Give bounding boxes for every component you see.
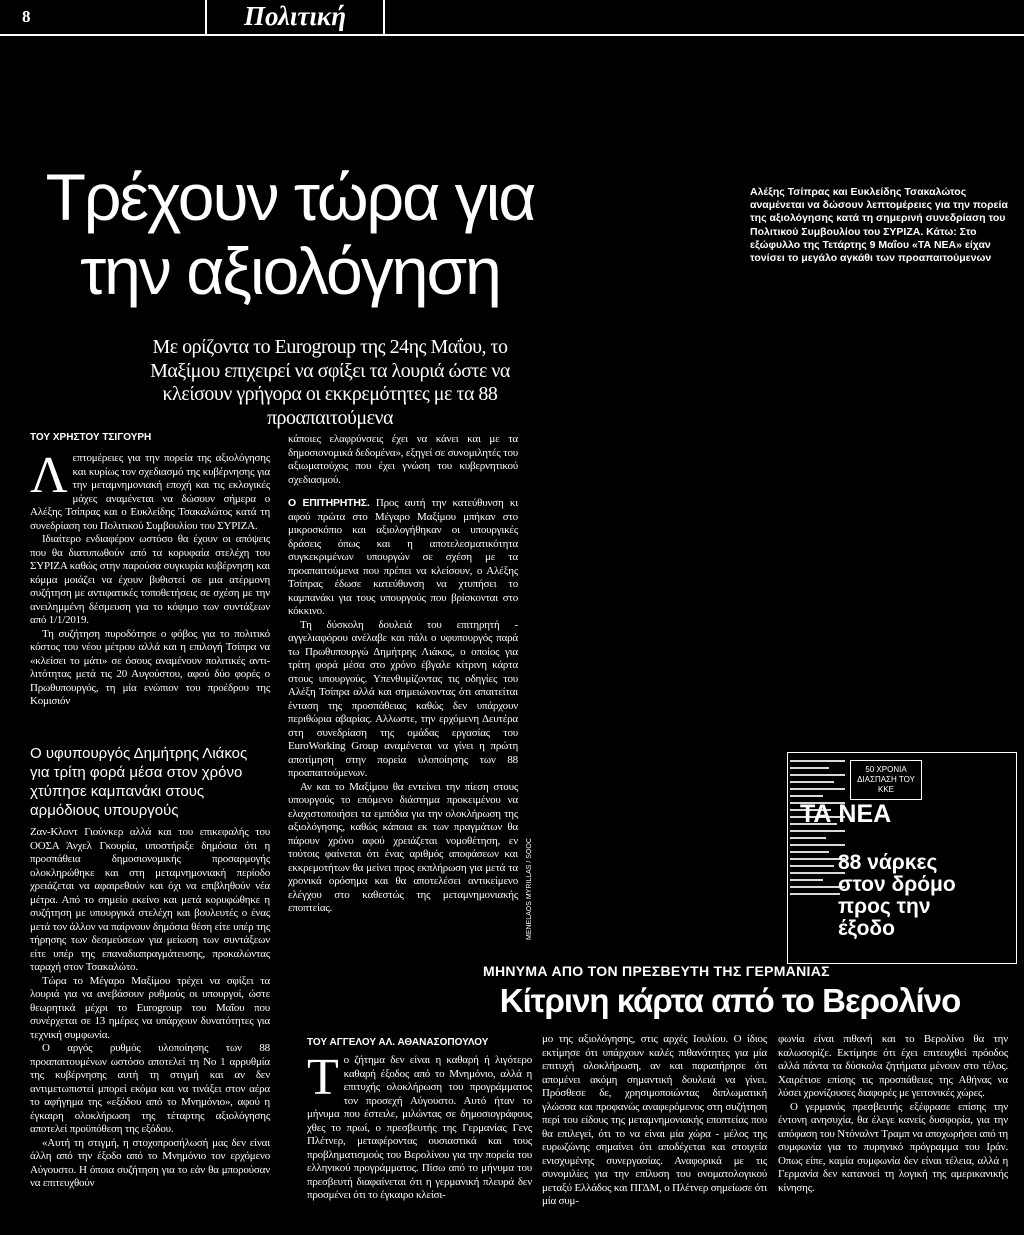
paragraph: Ο αργός ρυθμός υλοποίησης των 88 προαπαιτουμένων ωστόσο αποτελεί τη Νο 1 αρρυθμία της κυβέρνησης αυτή τη στιγμή και αν δεν αντιμετωπιστεί μπορεί εκόμα και να τινάξει στον αέρα το αφήγημα της «εξόδου από το Μνημόνιο», αφού η έγκαιρη ολοκλήρωση της τέταρτης αξιολόγησης αποτελεί προϋπόθεση της εξόδου. [30,1042,270,1135]
paragraph: Ζαν-Κλοντ Γιούνκερ αλλά και του επικεφαλής του ΟΟΣΑ Άνχελ Γκουρία, υποστήριξε δημόσια ότι η προσπάθεια δημοσιονομικής προσαρμογής ολοκληρώθηκε και στη μεταμνημονιακή περίοδο χρειάζεται να αφαιρεθούν και όχι να επιβληθούν νέα μέτρα. Από το σημείο εκείνο και μετά κορυφώθηκε η συζήτηση με υπουργικά στελέχη και βουλευτές ο ένας μετά τον άλλον να παίρνουν δημόσια θέση είτε υπέρ της τήρησης των δεσμεύσεων για μείωση των συντάξεων είτε υπέρ της επαναδιαπραγμάτευσης, προκαλώντας ταραχή στον Τσακαλώτο. [30,826,270,973]
photo-credit: MENELAOS MYRILLAS / SOOC [526,838,533,940]
main-headline: Τρέχουν τώρα για την αξιολόγηση [45,160,535,308]
subheadline: Με ορίζοντα το Eurogroup της 24ης Μαΐου, το Μαξίμου επιχειρεί να σφίξει τα λουριά ώστε να κλείσουν γρήγορα οι εκκρεμότητες με τα 88 προαπαιτούμενα [150,336,510,429]
article-column-1-continued [30,826,270,1191]
newspaper-column-lines [790,760,845,945]
page-header-bar [0,0,1024,36]
newspaper-cover-headline: 88 νάρκες στον δρόμο προς την έξοδο [838,851,956,940]
paragraph: «Αυτή τη στιγμή, η στοχοπροσήλωσή μας δεν είναι άλλη από την έξοδο από το Μνημόνιο τον ερχόμενο Αύγουστο. Η όποια συζήτηση για το εάν θα μπορούσαν να επιτευχθούν [30,1136,270,1189]
paragraph: φωνία είναι πιθανή και το Βερολίνο θα την καλωσορίζε. Εκτίμησε ότι έχει επιτευχθεί πρόοδος αλλά πάντα τα δύσκολα ζητήματα μένουν στο τέλος. Χαιρέτισε επίσης τις προσπάθειες της Αθήνας να λύσει χρονίζουσες διαφορές με γειτονικές χώρες. [778,1033,1008,1099]
paragraph: Προς αυτή την κατεύθυνση κι αφού πρώτα στο Μέγαρο Μαξίμου μπήκαν στο μικροσκόπιο και αξιολογήθηκαν οι υπουργικές δράσεις όπως και η αποτελεσματικότητα συγκεκριμένων υπουργών σε σχέση με τα προαπαιτούμενα που πρέπει να κλείσουν, ο Αλέξης Τσίπρας έδωσε κατεύθυνση να χτυπήσει το καμπανάκι για τους υπουργούς που βρίσκονται στο κόκκινο. [288,497,518,617]
paragraph: Ο γερμανός πρεσβευτής εξέφρασε επίσης την έντονη ανησυχία, θα έλεγε κανείς δυσφορία, για την απόφαση του Ντόναλντ Τραμπ να αποχωρήσει από τη συμφωνία για το πυρηνικό πρόγραμμα του Ιράν. Οπως είπε, καμία συμφωνία δεν είναι τέλεια, αλλά η Γερμανία δεν κατανοεί τη λογική της αμερικανικής κίνησης. [778,1100,1008,1194]
paragraph: Αν και το Μαξίμου θα εντείνει την πίεση στους υπουργούς το επόμενο διάστημα προκειμένου να ελαχιστοποιήσει τα εμπόδια για την ολοκλήρωση της αξιολόγησης, καθώς κάποια εκ των πραγμάτων θα πάρουν χρόνο αφού χρειάζεται νομοθέτηση, εν τούτοις φαίνεται ότι ένας αριθμός αποφάσεων και εκκρεμοτήτων θα μείνει προς εκπλήρωση για μετά τα χρονικά ορόσημα και θα αποτελέσει αντικείμενο ελέγχου στο καθεστώς της μεταμνημονιακής εποπτείας. [288,780,518,914]
newspaper-cover-box: 50 ΧΡΟΝΙΑ ΔΙΑΣΠΑΣΗ ΤΟΥ ΚΚΕ [850,760,922,800]
paragraph: Τώρα το Μέγαρο Μαξίμου τρέχει να σφίξει τα λουριά για να ανεβάσουν ρυθμούς οι υπουργοί, ώστε θεωρητικά μέχρι το Eurogroup του Μαΐου που συνέρχεται σε 13 ημέρες να υπάρχουν δυνατότητες για τεχνική συμφωνία. [30,974,270,1041]
paragraph: μο της αξιολόγησης, στις αρχές Ιουλίου. Ο ίδιος εκτίμησε ότι υπάρχουν καλές πιθανότητες για μία επιτυχή ολοκλήρωση, αν και παραπήρησε ότι απομένει ακόμη σημαντική δουλειά να γίνει. Πρόσθεσε δε, χρησιμοποιώντας διπλωματική γλώσσα και προφανώς αναφερόμενος στη συζήτηση περί του είδους της μεταμνημονιακής εποπτείας που θα επιλεγεί, ότι το να είναι μία χώρα - μέλος της ευρωζώνης σημαίνει ότι αποδέχεται και στοιχεία ενισχυμένης συνεργασίας. Αναφορικά με τις συνομιλίες για την επίλυση του ονοματολογικού μεταξύ Ελλάδος και ΠΓΔΜ, ο Πλέτνερ σημείωσε ότι μία συμ- [542,1033,767,1207]
article-column-2 [288,433,518,916]
paragraph: Τη δύσκολη δουλειά του επιτηρητή - αγγελιαφόρου ανέλαβε και πάλι ο υφυπουργός παρά τω Πρωθυπουργώ Δημήτρης Λιάκος, ο οποίος για τρίτη φορά μέσα στο χρόνο έβγαλε κίτρινη κάρτα στους υπουργούς. Υπενθυμίζοντας τις οδηγίες του Αλέξη Τσίπρα αλλά και σημειώνοντας ότι απαιτείται ένταση της προσπάθειας καθώς δεν υπάρχουν περιθώρια αβαρίας. Αλλωστε, την ερχόμενη Δευτέρα στη συνεδρίαση της ομάδας εργασίας του EuroWorking Group αναμένεται να γίνει η πρώτη αποτίμηση στην πορεία υλοποίησης των 88 προαπαιτούμενων. [288,618,518,779]
subhead-kicker: Ο ΕΠΙΤΗΡΗΤΗΣ. [288,497,370,509]
drop-cap: Λ [30,447,68,504]
pull-quote: Ο υφυπουργός Δημήτρης Λιάκος για τρίτη φορά μέσα στον χρόνο χτύπησε καμπανάκι στους αρμόδιους υπουργούς [30,745,248,819]
paragraph: κάποιες ελαφρύνσεις έχει να κάνει και με τα δημοσιονομικά δεδομένα», εξηγεί σε συνομιλητές του αξιωματούχος που έχει γνώση του κυβερνητικού σχεδιασμού. [288,433,518,486]
second-article-column-1 [307,1049,532,1203]
byline: ΤΟΥ ΧΡΗΣΤΟΥ ΤΣΙΓΟΥΡΗ [30,432,152,443]
photo-caption: Αλέξης Τσίπρας και Ευκλείδης Τσακαλώτος αναμένεται να δώσουν λεπτομέρειες για την πορεία της αξιολόγησης κατά τη σημερινή συνεδρίαση του Πολιτικού Συμβουλίου του ΣΥΡΙΖΑ. Κάτω: Στο εξώφυλλο της Τετάρτης 9 Μαΐου «ΤΑ ΝΕΑ» είχαν τονίσει το μεγάλο αγκάθι των προαπαιτούμενων [750,186,1008,265]
paragraph: Ιδιαίτερο ενδιαφέρον ωστόσο θα έχουν οι απόψεις που θα διατυπωθούν από τα κορυφαία στελέχη του ΣΥΡΙΖΑ καθώς στην παρούσα συγκυρία κυβέρνηση και κόμμα μοιάζει να έχουν βυθιστεί σε μια ατέρμονη συζήτηση με αντιφατικές τοποθετήσεις σε σχέση με την ανειλημμένη δέσμευση για το κόψιμο των συντάξεων από 1/1/2019. [30,533,270,626]
paragraph: Τη συζήτηση πυροδότησε ο φόβος για το πολιτικό κόστος του νέου μέτρου αλλά και η επιλογή Τσίπρα να «κλείσει το μάτι» σε όσους αναμένουν πολιτικές αντι-λιτότητας μετά τις 20 Αυγούστου, αφού δύο φορές ο Πρωθυπουργός, τη μία ενώπιον του προέδρου της Κομισιόν [30,627,270,707]
second-article-column-3 [778,1033,1008,1195]
article-column-1 [30,447,270,709]
page-number: 8 [22,7,31,26]
paragraph: επτομέρειες για την πορεία της αξιολόγησης και κυρίως τον σχεδιασμό της κυβέρνησης για την μεταμνημονιακή εποχή και τις εκλογικές μάχες αναμένεται να δώσουν σήμερα ο Αλέξης Τσίπρας και ο Ευκλείδης Τσακαλώτος κατά τη συνεδρίαση του Πολιτικού Συμβουλίου του ΣΥΡΙΖΑ. [30,452,270,532]
section-title: Πολιτική [243,1,347,31]
second-article-kicker: ΜΗΝΥΜΑ ΑΠΟ ΤΟΝ ΠΡΕΣΒΕΥΤΗ ΤΗΣ ΓΕΡΜΑΝΙΑΣ [483,963,830,979]
drop-cap: Τ [307,1049,339,1106]
newspaper-masthead: ΤΑ ΝΕΑ [800,800,892,828]
second-article-headline: Κίτρινη κάρτα από το Βερολίνο [499,982,961,1019]
paragraph: ο ζήτημα δεν είναι η καθαρή ή λιγότερο καθαρή έξοδος από το Μνημόνιο, αλλά η επιτυχής ολοκλήρωση του προγράμματος τον προσεχή Αύγουστο. Αυτό ήταν το μήνυμα που έστειλε, μιλώντας σε δημοσιογράφους χθες το πρωί, ο πρεσβευτής της Γερμανίας Γενς Πλέτνερ, μεταφέροντας ουσιαστικά και τους προβληματισμούς του Βερολίνου για την πορεία του ελληνικού προγράμματος. Πίσω από το μήνυμα του πρεσβευτή διαφαίνεται ότι η γερμανική πλευρά δεν προσμένει ότι το έγκαιρο κλείσι- [307,1054,532,1201]
second-article-byline: ΤΟΥ ΑΓΓΕΛΟΥ ΑΛ. ΑΘΑΝΑΣΟΠΟΥΛΟΥ [307,1037,489,1048]
second-article-column-2 [542,1033,767,1209]
